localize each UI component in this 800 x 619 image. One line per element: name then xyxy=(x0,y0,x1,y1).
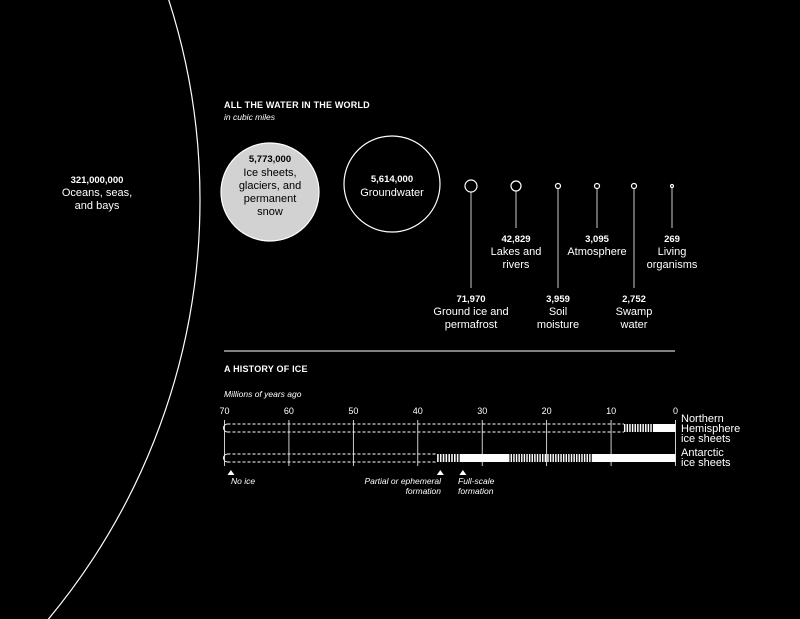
segment-partial-stripe xyxy=(558,454,559,462)
segment-partial-stripe xyxy=(513,454,514,462)
bubble-atmosphere xyxy=(595,184,600,189)
label-groundwater: Groundwater xyxy=(360,187,424,199)
segment-partial-stripe xyxy=(629,424,630,432)
segment-partial-stripe xyxy=(518,454,519,462)
segment-partial-stripe xyxy=(440,454,442,462)
tick-label: 30 xyxy=(477,406,488,416)
label-ground-ice: permafrost xyxy=(444,319,498,331)
legend-label-partial: formation xyxy=(405,486,441,496)
axis-title: Millions of years ago xyxy=(224,389,302,399)
segment-partial-stripe xyxy=(589,454,590,462)
value-groundwater: 5,614,000 xyxy=(370,174,414,185)
segment-partial-stripe xyxy=(560,454,561,462)
segment-partial-stripe xyxy=(511,454,512,462)
segment-full-scale xyxy=(460,454,508,462)
label-lakes-rivers: rivers xyxy=(502,259,530,271)
segment-partial-stripe xyxy=(521,454,522,462)
segment-partial-stripe xyxy=(573,454,574,462)
water-title: ALL THE WATER IN THE WORLD xyxy=(224,100,370,110)
segment-partial-stripe xyxy=(587,454,588,462)
legend-label-no-ice: No ice xyxy=(231,476,256,486)
bubble-lakes-rivers xyxy=(511,181,521,191)
tick-label: 60 xyxy=(283,406,294,416)
ice-title: A HISTORY OF ICE xyxy=(224,364,308,374)
label-soil-moisture: moisture xyxy=(536,319,580,331)
value-soil-moisture: 3,959 xyxy=(546,294,570,305)
legend-marker-full xyxy=(459,470,466,475)
segment-partial-stripe xyxy=(508,454,509,462)
segment-partial-stripe xyxy=(457,454,459,462)
bubble-ground-ice xyxy=(465,180,477,192)
segment-partial-stripe xyxy=(579,454,580,462)
legend-label-partial: Partial or ephemeral xyxy=(364,476,441,486)
segment-partial-stripe xyxy=(454,454,456,462)
series-label-northern: Hemisphere xyxy=(681,423,741,435)
value-lakes-rivers: 42,829 xyxy=(501,234,531,245)
segment-partial-stripe xyxy=(642,424,643,432)
value-atmosphere: 3,095 xyxy=(585,234,609,245)
segment-partial-stripe xyxy=(624,424,625,432)
label-swamp-water: Swamp xyxy=(615,306,653,318)
value-living-organisms: 269 xyxy=(664,234,680,245)
segment-partial-stripe xyxy=(576,454,577,462)
bubble-swamp-water xyxy=(632,184,637,189)
series-label-antarctic: Antarctic xyxy=(681,447,724,459)
label-swamp-water: water xyxy=(620,319,648,331)
segment-partial-stripe xyxy=(632,424,633,432)
segment-partial-stripe xyxy=(640,424,641,432)
label-oceans: Oceans, seas, xyxy=(61,187,133,199)
value-ice-sheets: 5,773,000 xyxy=(248,154,292,165)
value-ground-ice: 71,970 xyxy=(456,294,486,305)
series-label-northern: ice sheets xyxy=(681,433,731,445)
segment-partial-stripe xyxy=(581,454,582,462)
segment-partial-stripe xyxy=(563,454,564,462)
segment-partial-stripe xyxy=(645,424,646,432)
series-label-antarctic: ice sheets xyxy=(681,457,731,469)
bubble-soil-moisture xyxy=(556,184,561,189)
segment-partial-stripe xyxy=(547,454,548,462)
legend-marker-partial xyxy=(437,470,444,475)
segment-partial-stripe xyxy=(542,454,543,462)
segment-partial-stripe xyxy=(532,454,533,462)
segment-partial-stripe xyxy=(443,454,445,462)
value-oceans: 321,000,000 xyxy=(70,175,124,186)
label-ice-sheets: snow xyxy=(257,206,283,218)
tick-label: 0 xyxy=(672,406,679,416)
label-ice-sheets: permanent xyxy=(243,193,297,205)
segment-partial-stripe xyxy=(437,454,439,462)
segment-partial-stripe xyxy=(627,424,628,432)
segment-partial-stripe xyxy=(635,424,636,432)
tick-label: 20 xyxy=(541,406,552,416)
label-ice-sheets: glaciers, and xyxy=(238,180,302,192)
bubble-oceans xyxy=(0,0,200,619)
segment-partial-stripe xyxy=(650,424,651,432)
segment-partial-stripe xyxy=(529,454,530,462)
series-label-northern: Northern xyxy=(681,413,724,425)
segment-partial-stripe xyxy=(584,454,585,462)
tick-label: 10 xyxy=(606,406,617,416)
legend-marker-no-ice xyxy=(227,470,234,475)
segment-partial-stripe xyxy=(552,454,553,462)
segment-partial-stripe xyxy=(571,454,572,462)
legend-label-full: formation xyxy=(458,486,494,496)
label-soil-moisture: Soil xyxy=(548,306,568,318)
segment-partial-stripe xyxy=(516,454,517,462)
segment-partial-stripe xyxy=(448,454,450,462)
bubble-living-organisms xyxy=(671,185,674,188)
label-atmosphere: Atmosphere xyxy=(567,246,627,258)
label-living-organisms: organisms xyxy=(646,259,698,271)
segment-partial-stripe xyxy=(555,454,556,462)
label-oceans: and bays xyxy=(74,200,120,212)
water-subtitle: in cubic miles xyxy=(224,112,276,122)
segment-partial-stripe xyxy=(537,454,538,462)
segment-partial-stripe xyxy=(451,454,453,462)
segment-partial-stripe xyxy=(526,454,527,462)
segment-partial-stripe xyxy=(524,454,525,462)
label-living-organisms: Living xyxy=(657,246,687,258)
legend-label-full: Full-scale xyxy=(458,476,495,486)
label-ground-ice: Ground ice and xyxy=(433,306,509,318)
label-lakes-rivers: Lakes and xyxy=(490,246,542,258)
label-ice-sheets: Ice sheets, xyxy=(243,167,297,179)
segment-full-scale xyxy=(653,424,676,432)
segment-partial-stripe xyxy=(534,454,535,462)
segment-partial-stripe xyxy=(648,424,649,432)
tick-label: 70 xyxy=(219,406,230,416)
tick-label: 50 xyxy=(348,406,359,416)
tick-label: 40 xyxy=(412,406,423,416)
segment-partial-stripe xyxy=(566,454,567,462)
value-swamp-water: 2,752 xyxy=(622,294,646,305)
segment-partial-stripe xyxy=(550,454,551,462)
segment-partial-stripe xyxy=(568,454,569,462)
segment-partial-stripe xyxy=(545,454,546,462)
segment-partial-stripe xyxy=(539,454,540,462)
segment-partial-stripe xyxy=(446,454,448,462)
segment-full-scale xyxy=(592,454,676,462)
segment-partial-stripe xyxy=(637,424,638,432)
